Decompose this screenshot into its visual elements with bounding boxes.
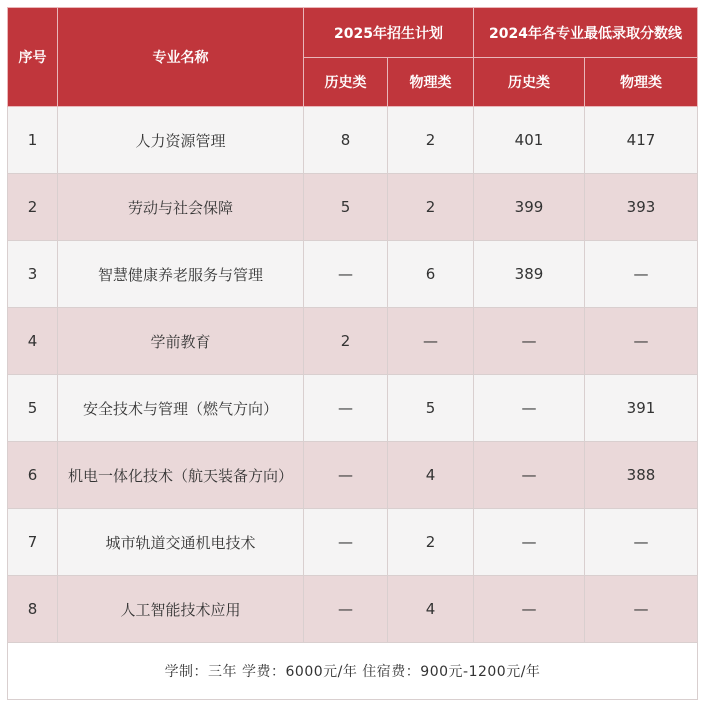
cell-score-physics: 391: [585, 375, 698, 442]
cell-score-physics: 388: [585, 442, 698, 509]
table-body: [8, 107, 698, 643]
cell-seq: 8: [8, 576, 58, 643]
cell-score-physics: —: [585, 576, 698, 643]
cell-score-history: —: [474, 308, 585, 375]
table-row: [8, 375, 698, 442]
admission-table-container: [7, 7, 697, 700]
header-plan-2025: 2025年招生计划: [304, 8, 474, 58]
cell-plan-physics: 2: [388, 107, 474, 174]
cell-plan-history: —: [304, 576, 388, 643]
cell-score-history: 401: [474, 107, 585, 174]
cell-plan-physics: 2: [388, 174, 474, 241]
cell-plan-physics: 4: [388, 576, 474, 643]
table-footer: [8, 643, 698, 700]
table-row: [8, 174, 698, 241]
cell-seq: 1: [8, 107, 58, 174]
cell-score-physics: 417: [585, 107, 698, 174]
table-row: [8, 241, 698, 308]
cell-plan-physics: 4: [388, 442, 474, 509]
cell-plan-physics: 6: [388, 241, 474, 308]
header-major-name: 专业名称: [58, 8, 304, 107]
header-plan-history: 历史类: [304, 58, 388, 107]
header-score-history: 历史类: [474, 58, 585, 107]
cell-seq: 7: [8, 509, 58, 576]
cell-major-name: 劳动与社会保障: [58, 174, 304, 241]
cell-seq: 3: [8, 241, 58, 308]
cell-score-physics: —: [585, 509, 698, 576]
header-plan-physics: 物理类: [388, 58, 474, 107]
cell-major-name: 城市轨道交通机电技术: [58, 509, 304, 576]
cell-seq: 5: [8, 375, 58, 442]
table-row: [8, 107, 698, 174]
header-score-physics: 物理类: [585, 58, 698, 107]
table-row: [8, 509, 698, 576]
table-row: [8, 308, 698, 375]
cell-score-physics: 393: [585, 174, 698, 241]
cell-major-name: 人力资源管理: [58, 107, 304, 174]
table-header: [8, 8, 698, 107]
cell-major-name: 学前教育: [58, 308, 304, 375]
cell-score-history: —: [474, 509, 585, 576]
cell-score-history: 389: [474, 241, 585, 308]
cell-plan-history: —: [304, 442, 388, 509]
cell-seq: 2: [8, 174, 58, 241]
cell-plan-history: —: [304, 509, 388, 576]
cell-plan-history: 8: [304, 107, 388, 174]
cell-plan-history: —: [304, 241, 388, 308]
cell-plan-physics: 5: [388, 375, 474, 442]
cell-score-history: —: [474, 375, 585, 442]
cell-score-physics: —: [585, 308, 698, 375]
cell-major-name: 人工智能技术应用: [58, 576, 304, 643]
table-row: [8, 442, 698, 509]
cell-score-history: —: [474, 442, 585, 509]
fee-info-note: 学制：三年 学费：6000元/年 住宿费：900元-1200元/年: [8, 643, 698, 700]
cell-major-name: 安全技术与管理（燃气方向）: [58, 375, 304, 442]
header-seq: 序号: [8, 8, 58, 107]
table-row: [8, 576, 698, 643]
cell-plan-physics: —: [388, 308, 474, 375]
cell-score-history: 399: [474, 174, 585, 241]
cell-plan-physics: 2: [388, 509, 474, 576]
cell-major-name: 智慧健康养老服务与管理: [58, 241, 304, 308]
cell-score-history: —: [474, 576, 585, 643]
cell-seq: 6: [8, 442, 58, 509]
cell-major-name: 机电一体化技术（航天装备方向）: [58, 442, 304, 509]
cell-plan-history: —: [304, 375, 388, 442]
admission-table: [7, 7, 698, 700]
cell-plan-history: 5: [304, 174, 388, 241]
cell-plan-history: 2: [304, 308, 388, 375]
cell-seq: 4: [8, 308, 58, 375]
header-score-2024: 2024年各专业最低录取分数线: [474, 8, 698, 58]
cell-score-physics: —: [585, 241, 698, 308]
